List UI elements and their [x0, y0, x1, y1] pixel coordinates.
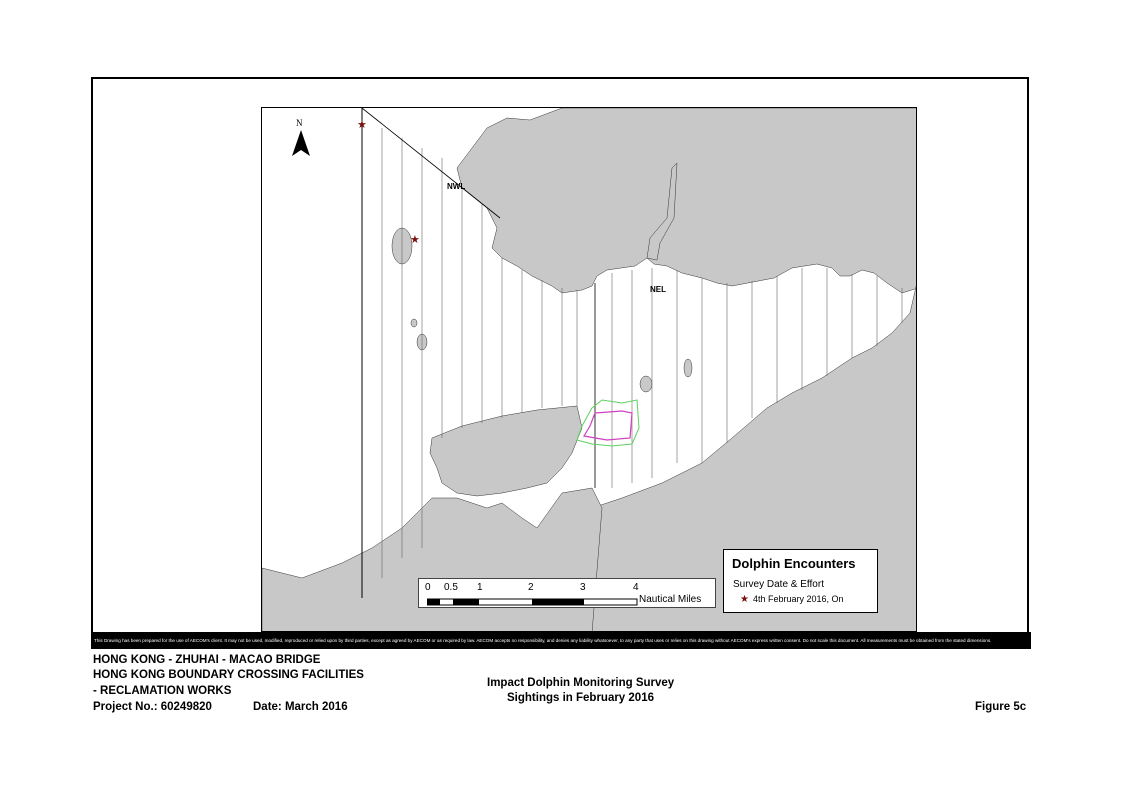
scale-tick: 3 — [580, 582, 586, 593]
scale-tick: 4 — [633, 582, 639, 593]
north-label: N — [296, 118, 303, 128]
project-number: Project No.: 60249820 — [93, 701, 212, 713]
works-area-green — [577, 400, 639, 446]
island-4 — [640, 376, 652, 392]
scale-tick: 0 — [425, 582, 431, 593]
legend-subtitle: Survey Date & Effort — [733, 579, 824, 590]
works-area-magenta — [584, 411, 632, 440]
zone-label-nwl: NWL — [447, 182, 466, 191]
project-line-2: HONG KONG BOUNDARY CROSSING FACILITIES — [93, 669, 364, 681]
project-line-1: HONG KONG - ZHUHAI - MACAO BRIDGE — [93, 654, 321, 666]
figure-number: Figure 5c — [975, 701, 1027, 713]
island-5 — [684, 359, 692, 377]
legend — [723, 549, 878, 613]
sighting-star-icon[interactable]: ★ — [410, 234, 420, 246]
scale-tick: 0.5 — [444, 582, 458, 593]
north-arrow — [291, 118, 311, 158]
project-line-3: - RECLAMATION WORKS — [93, 685, 232, 697]
sighting-star-icon[interactable]: ★ — [357, 119, 367, 131]
scale-tick: 2 — [528, 582, 534, 593]
disclaimer-bar: This Drawing has been prepared for the use of AECOM's client. It may not be used, modified, reproduced or relied upon by third parties, except as agreed by AECOM or as required by law. AECOM accepts no responsibility, and denies any liability whatsoever, to any party that uses or relies on this drawing without AECOM's express written consent. Do not scale this document. All measurements must be obtained from the stated dimensions. — [91, 632, 1031, 649]
island-2 — [411, 319, 417, 327]
scale-bar-graphic — [427, 598, 647, 608]
scale-bar — [418, 578, 716, 608]
star-icon: ★ — [740, 594, 749, 605]
land-north — [457, 108, 917, 293]
land-peninsula — [430, 406, 582, 496]
land-south — [262, 488, 602, 632]
scale-unit: Nautical Miles — [639, 594, 702, 605]
zone-label-nel: NEL — [650, 285, 666, 294]
legend-entry — [740, 594, 844, 605]
survey-subtitle: Sightings in February 2016 — [507, 692, 654, 704]
legend-title: Dolphin Encounters — [732, 556, 856, 571]
legend-entry-label: 4th February 2016, On — [752, 594, 844, 604]
project-date: Date: March 2016 — [253, 701, 348, 713]
scale-tick: 1 — [477, 582, 483, 593]
survey-title: Impact Dolphin Monitoring Survey — [487, 677, 675, 689]
